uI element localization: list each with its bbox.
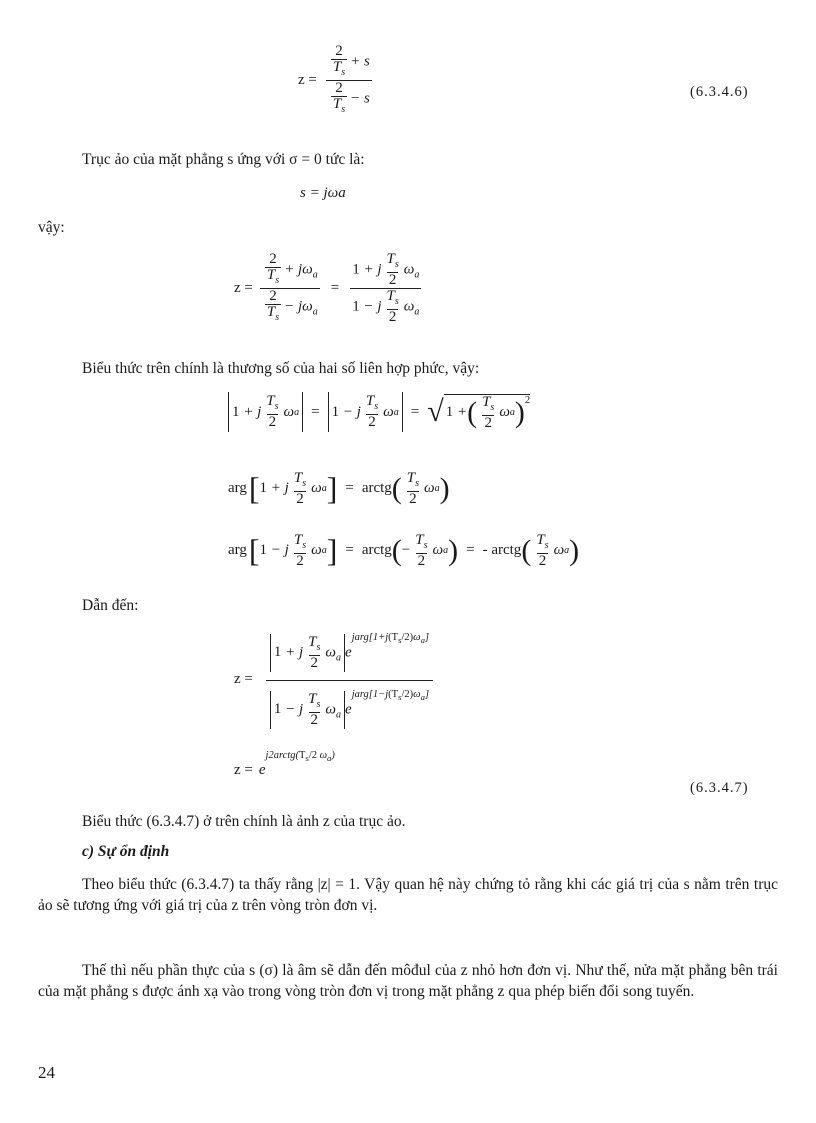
paragraph-dan-den: Dẫn đến: xyxy=(82,597,139,614)
equation-z-exponential: z = 1 + j $\frac{T_s}{2}$ $\omega_a$ $e^{jarg[1+j(T_s/2)\omega_a]}$ 1 − j $\frac{T_s}{2}$ $\omega_a$ $e^{jarg[1-j(T_s/2)\omega_a]}$ xyxy=(234,628,436,731)
paragraph-stability-2: Thế thì nếu phần thực của s (σ) là âm sẽ dẫn đến môđul của z nhỏ hơn đơn vị. Như thế, nửa mặt phẳng bên trái của mặt phẳng s được ánh xạ vào trong vòng tròn đơn vị trong mặt phẳng z qua phép biến đổi song tuyến. xyxy=(38,962,778,1000)
paragraph-stability-1: Theo biểu thức (6.3.4.7) ta thấy rằng |z| = 1. Vậy quan hệ này chứng tỏ rằng khi các giá trị của s nằm trên trục ảo sẽ tương ứng với giá trị của z trên vòng tròn đơn vị. xyxy=(38,876,778,914)
paragraph-conjugate-quotient: Biểu thức trên chính là thương số của hai số liên hợp phức, vậy: xyxy=(82,360,480,377)
equation-number-6-3-4-7: (6.3.4.7) xyxy=(690,780,749,796)
equation-arg-plus: arg [ 1 + j $\frac{T_s}{2}$ ω a ] = arctg ( $\frac{T_s}{2}$ ω a ) xyxy=(228,469,450,507)
equation-arg-minus: arg [ 1 − j $\frac{T_s}{2}$ ω a ] = arctg ( − $\frac{T_s}{2}$ ω a ) = - arctg ( $\frac{T_s}{2}$ ω a ) xyxy=(228,531,580,569)
paragraph-image-of-axis: Biểu thức (6.3.4.7) ở trên chính là ảnh z của trục ảo. xyxy=(82,813,406,830)
paragraph-imaginary-axis: Trục ảo của mặt phẳng s ứng với σ = 0 tức là: xyxy=(82,151,365,168)
equation-s-equals-jw: s = jωa xyxy=(300,185,346,201)
equation-6-3-4-6: z = $\frac{2}{T_s}$ + s $\frac{2}{T_s}$ − s xyxy=(298,43,370,115)
equation-modulus: 1 + j $\frac{T_s}{2}$ ω a = 1 − j $\frac{T_s}{2}$ ω a = √ 1 + ( $\frac{T_s}{2}$ ω a ) 2 xyxy=(228,392,530,432)
equation-number-6-3-4-6: (6.3.4.6) xyxy=(690,84,749,100)
paragraph-vay: vậy: xyxy=(38,219,65,236)
equation-6-3-4-7: z = e $j2arctg(T_s/2$ $\omega_a$) xyxy=(234,749,335,778)
page-number: 24 xyxy=(38,1063,55,1082)
section-heading-stability: c) Sự ổn định xyxy=(82,843,170,860)
equation-z-jw: z = $\frac{2}{T_s}$ + $j\omega_a$ $\frac{2}{T_s}$ − $j\omega_a$ = 1 + j $\frac{T_s}{2}$ $\omega_a$ 1 − j $\frac{T_s}{2}$ $\omega_a$ xyxy=(234,251,420,325)
